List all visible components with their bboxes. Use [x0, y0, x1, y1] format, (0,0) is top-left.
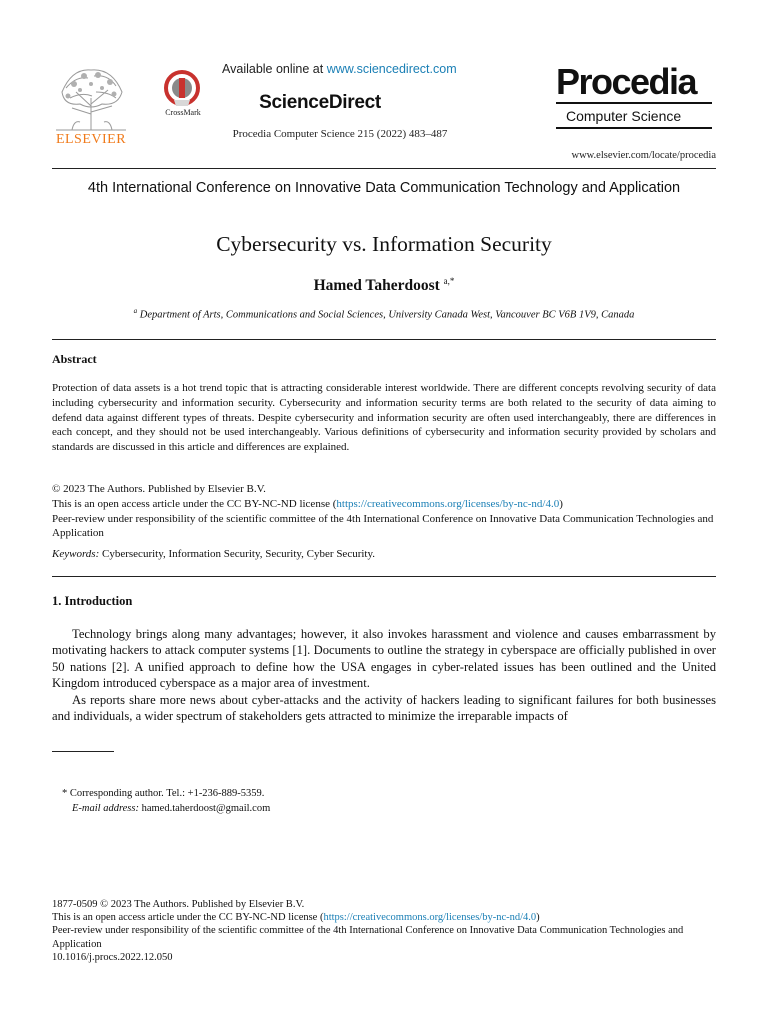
- footer-issn: 1877-0509 © 2023 The Authors. Published by Elsevier B.V.: [52, 899, 305, 910]
- introduction-heading: 1. Introduction: [52, 594, 133, 608]
- copyright-line: © 2023 The Authors. Published by Elsevier B.V.: [52, 483, 266, 495]
- intro-paragraph-1: Technology brings along many advantages; however, it also invokes harassment and violence and causes embarrassment by motivating hackers to attack computer systems [1]. Documents to outline the strategy in cyberspace are officially published in over 50 nations [2]. A unified approach to define how the USA engages in cyber-related issues has been outlined and the United Kingdom introduced cyberspace as a major area of investment.: [52, 627, 716, 691]
- elsevier-url[interactable]: www.elsevier.com/locate/procedia: [571, 150, 716, 161]
- footnote: [62, 786, 702, 816]
- intro-paragraph-2: As reports share more news about cyber-attacks and the activity of hackers leading to significant failures for both businesses and individuals, a wider spectrum of stakeholders gets attracted to minimize the irreparable impacts of: [52, 692, 716, 724]
- footnote-divider: [52, 751, 114, 752]
- elsevier-wordmark: ELSEVIER: [55, 132, 127, 147]
- footer-doi[interactable]: 10.1016/j.procs.2022.12.050: [52, 951, 173, 963]
- email-label: E-mail address:: [72, 803, 139, 814]
- email-address[interactable]: hamed.taherdoost@gmail.com: [138, 803, 271, 814]
- available-online-line: [222, 62, 482, 76]
- journal-reference: Procedia Computer Science 215 (2022) 483–487: [232, 128, 448, 140]
- keywords-list: Cybersecurity, Information Security, Security, Cyber Security.: [99, 548, 376, 560]
- abstract-top-divider: [52, 339, 716, 340]
- available-prefix: Available online at: [222, 62, 327, 76]
- paper-title: Cybersecurity vs. Information Security: [216, 232, 552, 256]
- sciencedirect-wordmark: ScienceDirect: [259, 92, 381, 113]
- abstract-heading: Abstract: [52, 352, 97, 366]
- license-suffix: ): [559, 497, 563, 510]
- peer-review-line: Peer-review under responsibility of the scientific committee of the 4th International Conference on Innovative Data Communication Technologies and Application: [52, 512, 714, 540]
- affiliation-text: Department of Arts, Communications and Social Sciences, University Canada West, Vancouver BC V6B 1V9, Canada: [139, 309, 635, 321]
- footer-peer-review: Peer-review under responsibility of the scientific committee of the 4th International Conference on Innovative Data Communication Technologies and Application: [52, 925, 684, 950]
- email-line: [62, 801, 702, 816]
- license-prefix: This is an open access article under the CC BY-NC-ND license (: [52, 497, 337, 510]
- affiliation-superscript: a: [133, 307, 138, 315]
- procedia-title: Procedia: [556, 61, 697, 102]
- keywords-line: [52, 548, 716, 560]
- footer-license: [52, 911, 716, 924]
- license-line: [52, 497, 716, 512]
- keywords-label: Keywords:: [52, 548, 100, 560]
- abstract-bottom-divider: [52, 576, 716, 577]
- header-divider: [52, 168, 716, 169]
- corresponding-author: * Corresponding author. Tel.: +1-236-889-5359.: [62, 788, 265, 799]
- crossmark-label: CrossMark: [165, 108, 201, 117]
- abstract-body: Protection of data assets is a hot trend topic that is attracting considerable interest worldwide. There are different concepts revolving security of data including cybersecurity and information security. Cybersecurity and information security terms are both related to the security of data aiming to defend data against different types of threats. Despite cybersecurity and information security are often used interchangeably, there are differences in each concept, and they should not be used interchangeably. Various definitions of cybersecurity and information security provided by scholars and standards are discussed in this article and differences are explained.: [52, 382, 716, 454]
- introduction-body: [52, 626, 716, 724]
- author-line: [60, 276, 708, 295]
- sciencedirect-link[interactable]: www.sciencedirect.com: [326, 62, 457, 76]
- crossmark-icon[interactable]: [160, 70, 204, 110]
- footer-license-suffix: ): [536, 912, 540, 924]
- footer-license-prefix: This is an open access article under the CC BY-NC-ND license (: [52, 912, 324, 924]
- author-superscript: a,*: [443, 276, 455, 286]
- page-footer: [52, 898, 716, 964]
- license-link[interactable]: https://creativecommons.org/licenses/by-nc-nd/4.0: [336, 497, 560, 510]
- license-block: [52, 482, 716, 541]
- footer-license-link[interactable]: https://creativecommons.org/licenses/by-nc-nd/4.0: [323, 912, 537, 924]
- procedia-subtitle: Computer Science: [556, 102, 712, 129]
- affiliation: [60, 307, 708, 321]
- conference-name: 4th International Conference on Innovative Data Communication Technology and Application: [87, 180, 681, 196]
- procedia-logo: [556, 62, 712, 129]
- author-name: Hamed Taherdoost: [313, 277, 440, 295]
